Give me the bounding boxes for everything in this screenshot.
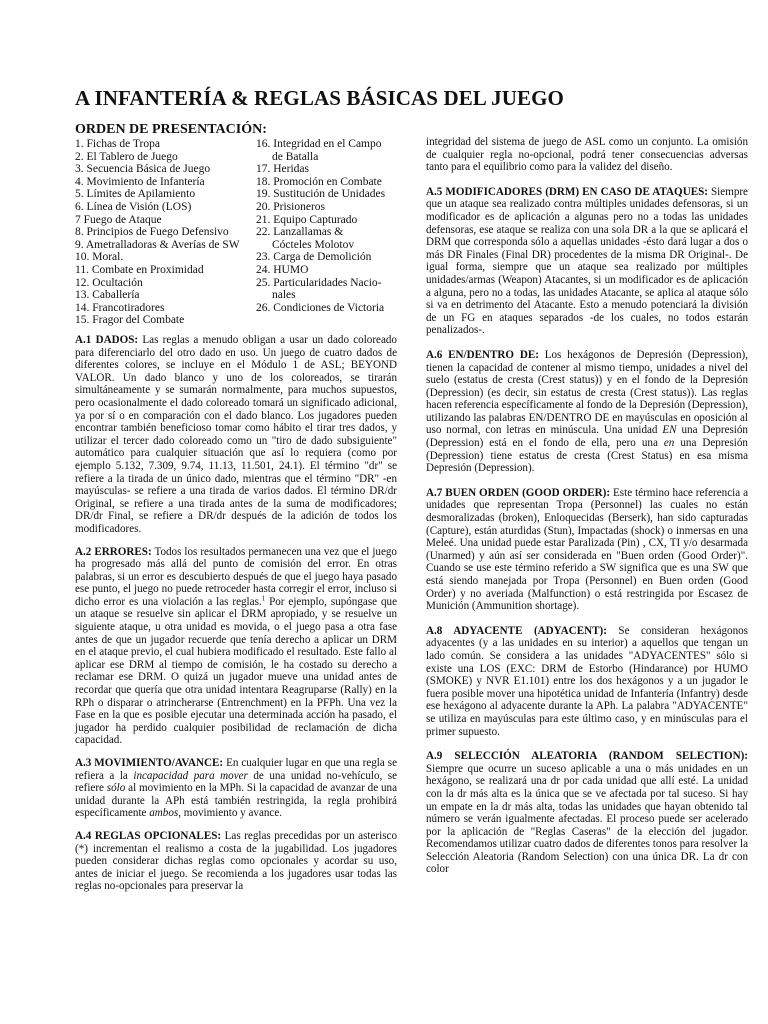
toc-item: 13. Caballería xyxy=(75,289,140,302)
section-text: Se consideran hexágonos adyacentes (y a las unidades en su interior) a aquellos que tengan un lado común. Se considera a las unidades "ADYACENTES" sólo si existe una LOS (EXC: DRM de Estorbo (Hindarance) por HUMO (SMOKE) y NVR E1.101) entre los dos hexágonos y a un jugador le fuera posible mover una hipotética unidad de Infantería (Infantry) desde ese hexágono al adyacente durante la APh. La palabra "ADYACENTE" se utiliza en mayúsculas para este último caso, y en minúsculas para el primer supuesto. xyxy=(426,624,748,738)
section-heading: A.1 DADOS: xyxy=(75,334,139,346)
section-a9 xyxy=(426,750,748,876)
footnote-ref: 1 xyxy=(261,594,266,603)
toc-item: 12. Ocultación xyxy=(75,276,143,289)
section-text: una Depresión (Depression) está en el fondo de ella, pero una xyxy=(426,424,748,450)
section-a3 xyxy=(75,757,397,820)
toc-item: 4. Movimiento de Infantería xyxy=(75,175,205,188)
section-a4 xyxy=(75,830,397,893)
toc-item: 5. Límites de Apilamiento xyxy=(75,188,196,201)
toc-item: 19. Sustitución de Unidades xyxy=(256,188,386,201)
toc-item: de Batalla xyxy=(272,150,319,163)
section-text: Los hexágonos de Depresión (Depression), tienen la capacidad de contener al mismo tiempo, unidades a nivel del suelo (estatus de cresta (Crest status)) y en el fondo de la Depresión (Depression) (es decir, sin estatus de cresta (Crest status)). Las reglas hacen referencia específicamente al fondo de la Depresión (Depression), utilizando las palabras EN/DENTRO DE en mayúsculas en oposición al uso normal, con letras en minúscula. Una unidad xyxy=(426,348,748,437)
toc-item: 23. Carga de Demolición xyxy=(256,251,372,264)
table-of-contents xyxy=(75,138,397,334)
section-a8 xyxy=(426,625,748,738)
section-text: Este término hace referencia a unidades que representan Tropa (Personnel) las cuales no están desmoralizadas (broken), Enloquecidas (Berserk), han sido capturadas (Capture), están aturdidas (Stun), Impactadas (shock) o inmersas en una Meleé. Una unidad puede estar Paralizada (Pin) , CX, TI y/o desarmada (Unarmed) y aún así ser considerada en "Buen orden (Good Order)". Cuando se use este término referido a SW significa que es una SW que está siendo manejada por Tropa (Personnel) en Buen orden (Good Order) y no averiada (Malfunction) o está restringida por Escasez de Munición (Ammunition shortage). xyxy=(426,486,748,613)
toc-item: 20. Prisioneros xyxy=(256,200,325,213)
toc-item: 18. Promoción en Combate xyxy=(256,175,382,188)
toc-heading: ORDEN DE PRESENTACIÓN: xyxy=(75,122,267,137)
section-heading: A.4 REGLAS OPCIONALES: xyxy=(75,829,222,842)
toc-item: 11. Combate en Proximidad xyxy=(75,263,204,276)
section-text: Siempre que un ataque sea realizado contra múltiples unidades defensoras, si un modificador es de aplicación a algunas pero no a todas las unidades defensoras, ese ataque se realiza con una sola DR a la que se aplicará el DRM que corresponda sólo a aquellas unidades -ésto dará lugar a dos o más DR Finales (Final DR) procedentes de la misma DR Original-. De igual forma, siempre que un ataque sea realizado por múltiples unidades/armas (Weapon) Atacantes, si un modificador es de aplicación a alguna, pero no a todas, las unidades Atacante, se aplica al ataque sólo si va en detrimento del Atacante. Esto a menudo potenciará la división de un FG en ataques separados -de los cuales, no todos estarán penalizados-. xyxy=(426,185,748,337)
emphasis: EN xyxy=(662,424,677,437)
toc-item: 7 Fuego de Ataque xyxy=(75,213,162,226)
section-heading: A.9 SELECCIÓN ALEATORIA (RANDOM SELECTION): xyxy=(426,750,748,763)
toc-item: 16. Integridad en el Campo xyxy=(256,138,382,150)
section-a5 xyxy=(426,186,748,337)
toc-item: 26. Condiciones de Victoria xyxy=(256,301,385,314)
toc-item: 25. Particularidades Nacio- xyxy=(256,276,382,289)
toc-item: 2. El Tablero de Juego xyxy=(75,150,178,163)
toc-item: 21. Equipo Capturado xyxy=(256,213,358,226)
toc-item: 9. Ametralladoras & Averías de SW xyxy=(75,238,240,251)
toc-item: 22. Lanzallamas & xyxy=(256,226,344,239)
section-heading: A.8 ADYACENTE (ADYACENT): xyxy=(426,624,607,637)
section-text: , movimiento y avance. xyxy=(178,807,283,820)
page-title: A INFANTERÍA & REGLAS BÁSICAS DEL JUEGO xyxy=(75,86,564,110)
toc-item: 24. HUMO xyxy=(256,263,309,276)
section-text: al movimiento en la MPh. Si la capacidad de avanzar de una unidad durante la APh está también restringida, la regla prohibirá específicamente xyxy=(75,782,397,820)
emphasis: en xyxy=(663,437,675,450)
toc-column-2 xyxy=(256,138,406,314)
toc-item: 15. Fragor del Combate xyxy=(75,314,185,327)
toc-item: Cócteles Molotov xyxy=(272,238,355,251)
toc-item: 3. Secuencia Básica de Juego xyxy=(75,163,211,176)
section-heading: A.6 EN/DENTRO DE: xyxy=(426,348,539,361)
emphasis: incapacidad para mover xyxy=(133,769,248,782)
section-text: Las reglas precedidas por un asterisco (*) incrementan el realismo a costa de la jugabilidad. Los jugadores pueden considerar dichas reglas como opcionales y acordar su uso, antes de iniciar el juego. Se recomienda a los jugadores usar todas las reglas no-opcionales para preservar la xyxy=(75,829,397,893)
section-text: Las reglas a menudo obligan a usar un dado coloreado para diferenciarlo del otro dado en uso. Un juego de cuatro dados de diferentes colores, se incluye en el Módulo 1 de ASL; BEYOND VALOR. Un dado blanco y uno de los coloreados, se tirarán simultáneamente y se sumarán normalmente, para muchos supuestos, pero ocasionalmente el dado coloreado tomará un significado adicional, ya por sí o en comparación con el dado blanco. Los jugadores pueden encontrar también beneficioso tomar como hábito el tirar tres dados, y utilizar el tercer dado coloreado como un "tiro de dado subsiguiente" automático para cualquier situación que así lo requiera (como por ejemplo 5.132, 7.309, 9.74, 11.13, 11.501, 24.1). El término "dr" se refiere a la tirada de un único dado, mientras que el término "DR" -en mayúsculas- se refiere a una tirada de varios dados. El término DR/dr Original, se refiere a una tirada antes de la suma de modificadores; DR/dr Final, se refiere a DR/dr después de la adición de todos los modificadores. xyxy=(75,334,397,535)
section-a2 xyxy=(75,546,397,748)
section-a4-continued: integridad del sistema de juego de ASL como un conjunto. La omisión de cualquier regla no-opcional, podrá tener consecuencias adversas tanto para el equilibrio como para la validez del diseño. xyxy=(426,136,748,174)
section-text: En cualquier lugar en que una regla se refiera a la xyxy=(75,757,397,782)
section-text: Por ejemplo, supóngase que un ataque se resuelve sin aplicar el DRM apropiado, y se resuelve un siguiente ataque, u otra unidad es movida, o el juego pasa a otra fase antes de que un jugador recuerde que tenía derecho a aplicar un DRM en el ataque previo, el cual hubiera modificado el resultado. Este fallo al aplicar ese DRM al tiempo de comisión, le ha costado su derecho a reclamar ese DRM. O quizá un jugador mueve una unidad antes de recordar que quería que otra unidad intentara Reagruparse (Rally) en la RPh o disparar o atrincherarse (Entrenchment) en la PFPh. Una vez la Fase en la que es posible ejecutar una determinada acción ha pasado, el jugador ha perdido cualquier posibilidad de reclamación de dicha capacidad. xyxy=(75,595,397,747)
toc-column-1 xyxy=(75,138,255,327)
emphasis: sólo xyxy=(106,782,126,795)
toc-item: 10. Moral. xyxy=(75,251,124,264)
toc-item: 6. Línea de Visión (LOS) xyxy=(75,200,192,213)
section-heading: A.3 MOVIMIENTO/AVANCE: xyxy=(75,757,224,769)
section-a7 xyxy=(426,487,748,613)
toc-item: 1. Fichas de Tropa xyxy=(75,138,160,150)
section-text: de una unidad no-vehículo, se refiere xyxy=(75,769,398,795)
toc-item: nales xyxy=(272,289,296,302)
left-column xyxy=(75,122,397,903)
section-text: Todos los resultados permanecen una vez que el juego ha progresado más allá del punto de comisión del error. En otras palabras, si un error es descubierto después de que el juego haya pasado ese punto, el juego no puede retroceder hasta corregir el error, incluso si dicho error es una violación a las reglas. xyxy=(75,545,397,608)
toc-item: 8. Principios de Fuego Defensivo xyxy=(75,226,229,239)
section-a1 xyxy=(75,334,397,536)
toc-item: 17. Heridas xyxy=(256,163,310,176)
section-heading: A.2 ERRORES: xyxy=(75,545,152,558)
section-text: una Depresión (Depression) tiene estatus de cresta (Crest Status) en esa misma Depresión (Depression). xyxy=(426,437,748,475)
section-a6 xyxy=(426,349,748,475)
emphasis: ambos xyxy=(149,807,179,820)
section-heading: A.7 BUEN ORDEN (GOOD ORDER): xyxy=(426,486,611,499)
section-heading: A.5 MODIFICADORES (DRM) EN CASO DE ATAQUES: xyxy=(426,185,708,198)
toc-item: 14. Francotiradores xyxy=(75,301,165,314)
right-column xyxy=(426,136,748,888)
section-text: Siempre que ocurre un suceso aplicable a una o más unidades en un hexágono, se realizará una dr por cada unidad que allí esté. La unidad con la dr más alta es la única que se ve afectada por tal suceso. Si hay un empate en la dr más alta, todas las unidades que hayan obtenido tal número se verán igualmente afectadas. El proceso puede ser acelerado por la aplicación de "Reglas Caseras" de la elección del jugador. Recomendamos utilizar cuatro dados de diferentes tonos para resolver la Selección Aleatoria (Random Selection) con una única DR. La dr con color xyxy=(426,762,748,876)
